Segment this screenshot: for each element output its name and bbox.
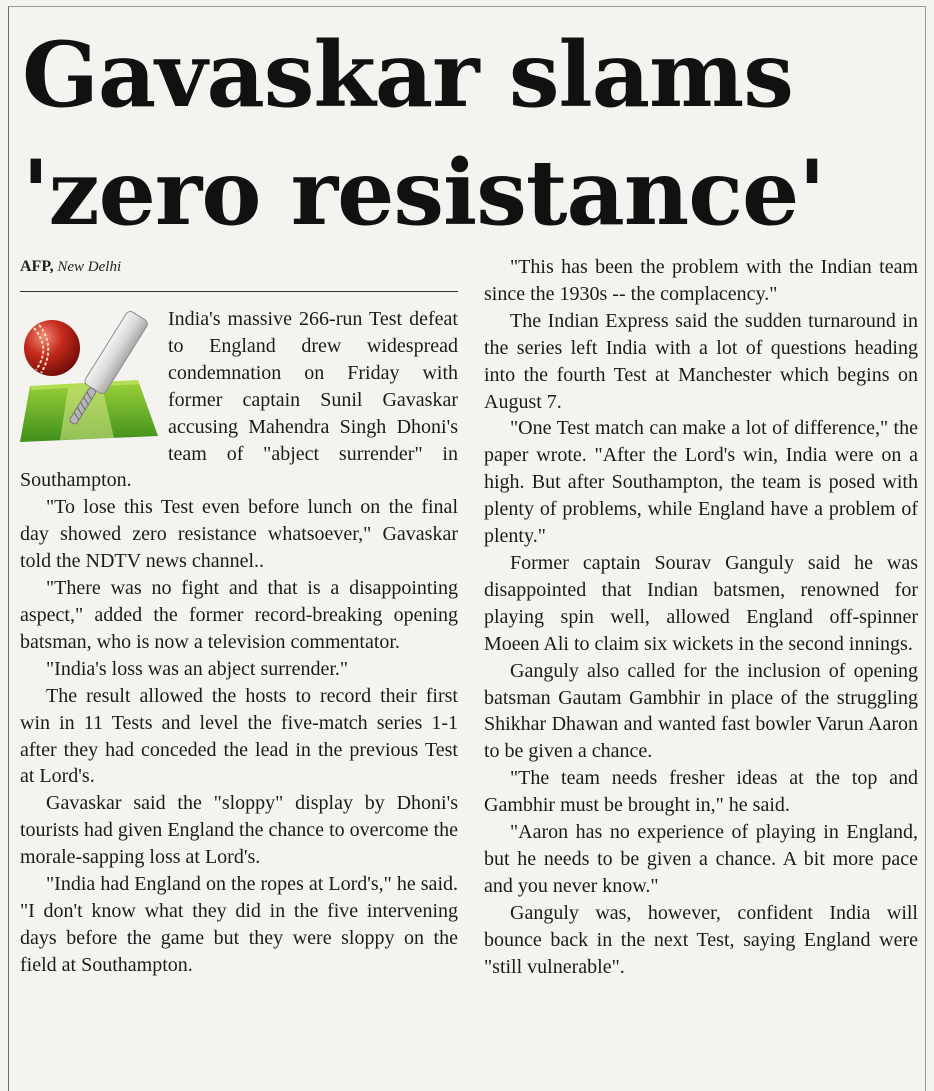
article-column-right bbox=[484, 254, 918, 980]
paragraph: "To lose this Test even before lunch on the final day showed zero resistance whatsoever," Gavaskar told the NDTV news channel.. bbox=[20, 496, 458, 573]
paragraph: "One Test match can make a lot of difference," the paper wrote. "After the Lord's win, India were on a high. But after Southampton, the team is posed with plenty of problems, while England have a problem of plenty." bbox=[484, 417, 918, 548]
headline-line-1: Gavaskar slams bbox=[22, 22, 793, 128]
paragraph: Former captain Sourav Ganguly said he was disappointed that Indian batsmen, renowned for playing spin well, allowed England off-spinner Moeen Ali to claim six wickets in the second innings. bbox=[484, 551, 918, 655]
byline-agency: AFP, bbox=[20, 258, 54, 275]
paragraph: India's massive 266-run Test defeat to England drew widespread condemnation on Friday with former captain Sunil Gavaskar accusing Mahendra Singh Dhoni's team of "abject surrender" in Southampton. bbox=[20, 308, 458, 492]
paragraph: Ganguly also called for the inclusion of opening batsman Gautam Gambhir in place of the struggling Shikhar Dhawan and wanted fast bowler Varun Aaron to be given a chance. bbox=[484, 659, 918, 763]
paragraph: "There was no fight and that is a disappointing aspect," added the former record-breaking opening batsman, who is now a television commentator. bbox=[20, 577, 458, 653]
byline-place: New Delhi bbox=[57, 259, 122, 275]
paragraph: Ganguly was, however, confident India will bounce back in the next Test, saying England were "still vulnerable". bbox=[484, 901, 918, 978]
paragraph: "India had England on the ropes at Lord's," he said. "I don't know what they did in the five intervening days before the game but they were sloppy on the field at Southampton. bbox=[20, 873, 458, 976]
byline bbox=[20, 258, 121, 276]
paragraph: "Aaron has no experience of playing in England, but he needs to be given a chance. A bit more pace and you never know." bbox=[484, 821, 918, 897]
paragraph: "The team needs fresher ideas at the top and Gambhir must be brought in," he said. bbox=[484, 767, 918, 817]
byline-divider bbox=[20, 291, 458, 292]
paragraph: Gavaskar said the "sloppy" display by Dhoni's tourists had given England the chance to overcome the morale-sapping loss at Lord's. bbox=[20, 792, 458, 869]
cricket-ball-bat-pitch-icon bbox=[20, 308, 160, 444]
paragraph: "India's loss was an abject surrender." bbox=[46, 657, 349, 680]
article-column-left bbox=[20, 306, 458, 979]
headline bbox=[22, 16, 922, 252]
headline-line-2: 'zero resistance' bbox=[22, 140, 825, 246]
paragraph: The result allowed the hosts to record their first win in 11 Tests and level the five-match series 1-1 after they had conceded the lead in the previous Test at Lord's. bbox=[20, 684, 458, 788]
paragraph: "This has been the problem with the Indian team since the 1930s -- the complacency." bbox=[484, 256, 918, 305]
paragraph: The Indian Express said the sudden turnaround in the series left India with a lot of questions heading into the fourth Test at Manchester which begins on August 7. bbox=[484, 309, 918, 413]
